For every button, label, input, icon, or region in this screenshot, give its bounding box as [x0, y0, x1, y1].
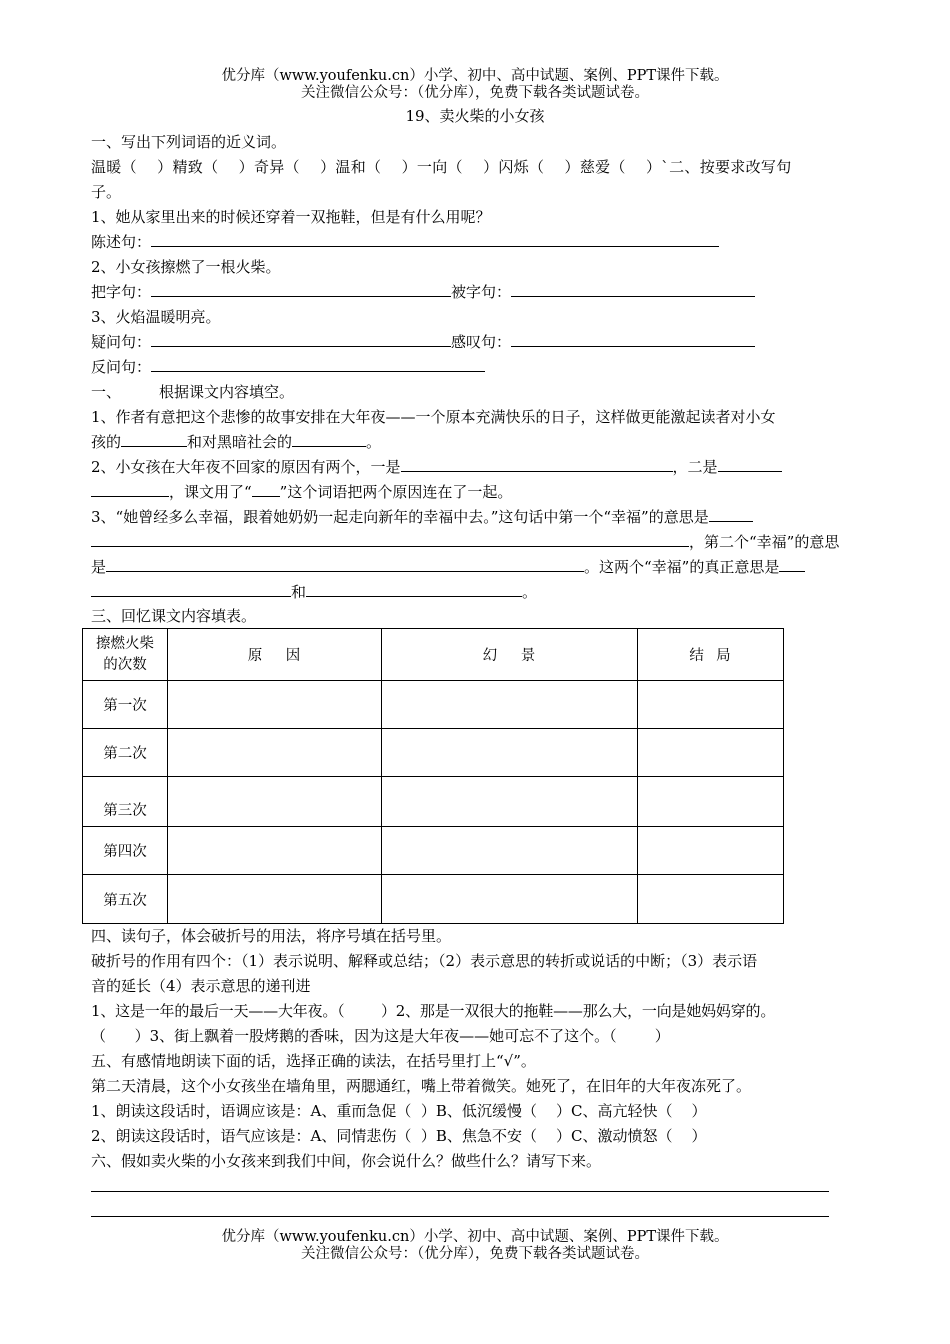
synonym-words-line: 温暖（ ）精致（ ）奇异（ ）温和（ ）一向（ ）闪烁（ ）慈爱（ ）`二、按要求改写句	[91, 158, 792, 176]
vision-cell[interactable]	[382, 875, 638, 924]
dash-sentences-line1: 1、这是一年的最后一天——大年夜。（ ）2、那是一双很大的拖鞋——那么大，一向是她妈妈穿的。	[91, 1002, 776, 1020]
table-row	[83, 729, 784, 777]
vision-cell[interactable]	[382, 827, 638, 875]
table-header-row	[83, 629, 784, 681]
declarative-blank[interactable]	[151, 232, 719, 247]
fill-q2-text-b: ，二是	[672, 458, 718, 476]
reason-cell[interactable]	[168, 729, 382, 777]
row-label: 第四次	[83, 827, 168, 875]
rewrite-q3-answer	[91, 331, 755, 353]
footer-line-1: 优分库（www.youfenku.cn）小学、初中、高中试题、案例、PPT课件下载。	[221, 1229, 729, 1245]
question-blank[interactable]	[151, 332, 451, 347]
table-row	[83, 827, 784, 875]
header-count-line2: 的次数	[103, 656, 147, 673]
declarative-label: 陈述句：	[91, 233, 152, 251]
section1-heading: 一、写出下列词语的近义词。	[91, 133, 287, 151]
vision-cell[interactable]	[382, 681, 638, 729]
row-label: 第五次	[83, 875, 168, 924]
fill-q3-line3	[91, 556, 805, 578]
header-reason: 原 因	[168, 629, 382, 681]
fill-q2-blank-2-cont[interactable]	[91, 482, 169, 497]
ending-cell[interactable]	[638, 875, 784, 924]
page-title: 19、卖火柴的小女孩	[405, 107, 545, 125]
dash-usage-line2: 音的延长（4）表示意思的递刊进	[91, 977, 311, 995]
fill-q2-line1	[91, 456, 782, 478]
fill-q1-blank-2[interactable]	[292, 432, 366, 447]
reading-passage: 第二天清晨，这个小女孩坐在墙角里，两腮通红，嘴上带着微笑。她死了，在旧年的大年夜冻死了。	[91, 1077, 752, 1095]
fill-q1-blank-1[interactable]	[121, 432, 187, 447]
fill-q3-text-c: 是	[91, 558, 107, 576]
fill-q2-blank-2[interactable]	[718, 457, 782, 472]
rewrite-q1-answer	[91, 231, 719, 253]
fill-q3-blank-3[interactable]	[779, 557, 805, 572]
header-line-2: 关注微信公众号：（优分库），免费下载各类试题试卷。	[301, 85, 649, 101]
row-label: 第一次	[83, 681, 168, 729]
fill-q3-text-e: 和	[291, 583, 307, 601]
row-label: 第二次	[83, 729, 168, 777]
fill-q1-text-c: 。	[366, 433, 382, 451]
rewrite-q1: 1、她从家里出来的时候还穿着一双拖鞋，但是有什么用呢？	[91, 208, 491, 226]
ba-sentence-label: 把字句：	[91, 283, 152, 301]
section6-heading: 五、有感情地朗读下面的话，选择正确的读法，在括号里打上“√”。	[91, 1052, 536, 1070]
header-count-cell	[83, 629, 168, 681]
rhetorical-label: 反问句：	[91, 358, 152, 376]
fill-q3-line2	[91, 531, 839, 553]
fill-q3-line4	[91, 581, 537, 603]
header-count-line1: 擦燃火柴	[96, 635, 154, 652]
ba-sentence-blank[interactable]	[151, 282, 451, 297]
dash-sentences-line2: （ ）3、街上飘着一股烤鹅的香味，因为这是大年夜——她可忘不了这个。（ ）	[91, 1027, 670, 1045]
fill-q3-text-a: 3、“她曾经多么幸福，跟着她奶奶一起走向新年的幸福中去。”这句话中第一个“幸福”的意思是	[91, 508, 709, 526]
fill-q2-text-a: 2、小女孩在大年夜不回家的原因有两个，一是	[91, 458, 401, 476]
writing-line-2[interactable]	[91, 1216, 829, 1217]
table-row	[83, 875, 784, 924]
ending-cell[interactable]	[638, 729, 784, 777]
reason-cell[interactable]	[168, 681, 382, 729]
synonym-words-wrap: 子。	[91, 183, 122, 201]
fill-q1-text-a: 孩的	[91, 433, 122, 451]
ending-cell[interactable]	[638, 681, 784, 729]
section3-title: 根据课文内容填空。	[159, 383, 295, 401]
header-ending: 结 局	[638, 629, 784, 681]
fill-q3-blank-1-cont[interactable]	[91, 532, 689, 547]
header-line-1: 优分库（www.youfenku.cn）小学、初中、高中试题、案例、PPT课件下载。	[221, 68, 729, 84]
rewrite-q2: 2、小女孩擦燃了一根火柴。	[91, 258, 281, 276]
fill-q2-text-c: ，课文用了“	[169, 483, 252, 501]
header-vision: 幻 景	[382, 629, 638, 681]
rewrite-q2-answer	[91, 281, 755, 303]
fill-q1-line2	[91, 431, 381, 453]
vision-cell[interactable]	[382, 777, 638, 827]
section3-number: 一、	[91, 383, 122, 401]
bei-sentence-blank[interactable]	[511, 282, 755, 297]
row-label: 第三次	[83, 777, 168, 827]
fill-q3-blank-4[interactable]	[306, 582, 522, 597]
fill-q1-line1: 1、作者有意把这个悲惨的故事安排在大年夜——一个原本充满快乐的日子，这样做更能激起读者对小女	[91, 408, 776, 426]
reading-q2: 2、朗读这段话时，语气应该是：A、同情悲伤（ ）B、焦急不安（ ）C、激动愤怒（ ）	[91, 1127, 707, 1145]
reason-cell[interactable]	[168, 875, 382, 924]
writing-line-1[interactable]	[91, 1191, 829, 1192]
section4-heading: 三、回忆课文内容填表。	[91, 607, 257, 625]
rhetorical-blank[interactable]	[151, 357, 485, 372]
reason-cell[interactable]	[168, 827, 382, 875]
fill-q3-line1	[91, 506, 753, 528]
question-label: 疑问句：	[91, 333, 152, 351]
rewrite-q3-rhetorical	[91, 356, 485, 378]
fill-q3-text-f: 。	[522, 583, 538, 601]
section5-heading: 四、读句子，体会破折号的用法，将序号填在括号里。	[91, 927, 452, 945]
fill-q3-blank-2[interactable]	[106, 557, 584, 572]
fill-q3-text-b: ，第二个“幸福”的意思	[689, 533, 840, 551]
fill-q3-blank-1[interactable]	[709, 507, 753, 522]
ending-cell[interactable]	[638, 777, 784, 827]
section7-heading: 六、假如卖火柴的小女孩来到我们中间，你会说什么？做些什么？请写下来。	[91, 1152, 602, 1170]
fill-q2-text-d: ”这个词语把两个原因连在了一起。	[279, 483, 513, 501]
fill-q2-line2	[91, 481, 512, 503]
reading-q1: 1、朗读这段话时，语调应该是：A、重而急促（ ）B、低沉缓慢（ ）C、高亢轻快（ ）	[91, 1102, 707, 1120]
fill-q2-blank-3[interactable]	[252, 482, 280, 497]
rewrite-q3: 3、火焰温暖明亮。	[91, 308, 221, 326]
dash-usage-line1: 破折号的作用有四个：（1）表示说明、解释或总结；（2）表示意思的转折或说话的中断；（3）表示语	[91, 952, 758, 970]
reason-cell[interactable]	[168, 777, 382, 827]
section3-heading	[91, 381, 294, 403]
fill-q1-text-b: 和对黑暗社会的	[187, 433, 293, 451]
table-row	[83, 777, 784, 827]
fill-q3-blank-3-cont[interactable]	[91, 582, 291, 597]
footer-line-2: 关注微信公众号：（优分库），免费下载各类试题试卷。	[301, 1246, 649, 1262]
fill-q2-blank-1[interactable]	[401, 457, 673, 472]
exclamation-label: 感叹句：	[451, 333, 512, 351]
exclamation-blank[interactable]	[511, 332, 755, 347]
fill-q3-text-d: 。这两个“幸福”的真正意思是	[584, 558, 780, 576]
match-table	[82, 628, 784, 924]
ending-cell[interactable]	[638, 827, 784, 875]
vision-cell[interactable]	[382, 729, 638, 777]
bei-sentence-label: 被字句：	[451, 283, 512, 301]
table-row	[83, 681, 784, 729]
